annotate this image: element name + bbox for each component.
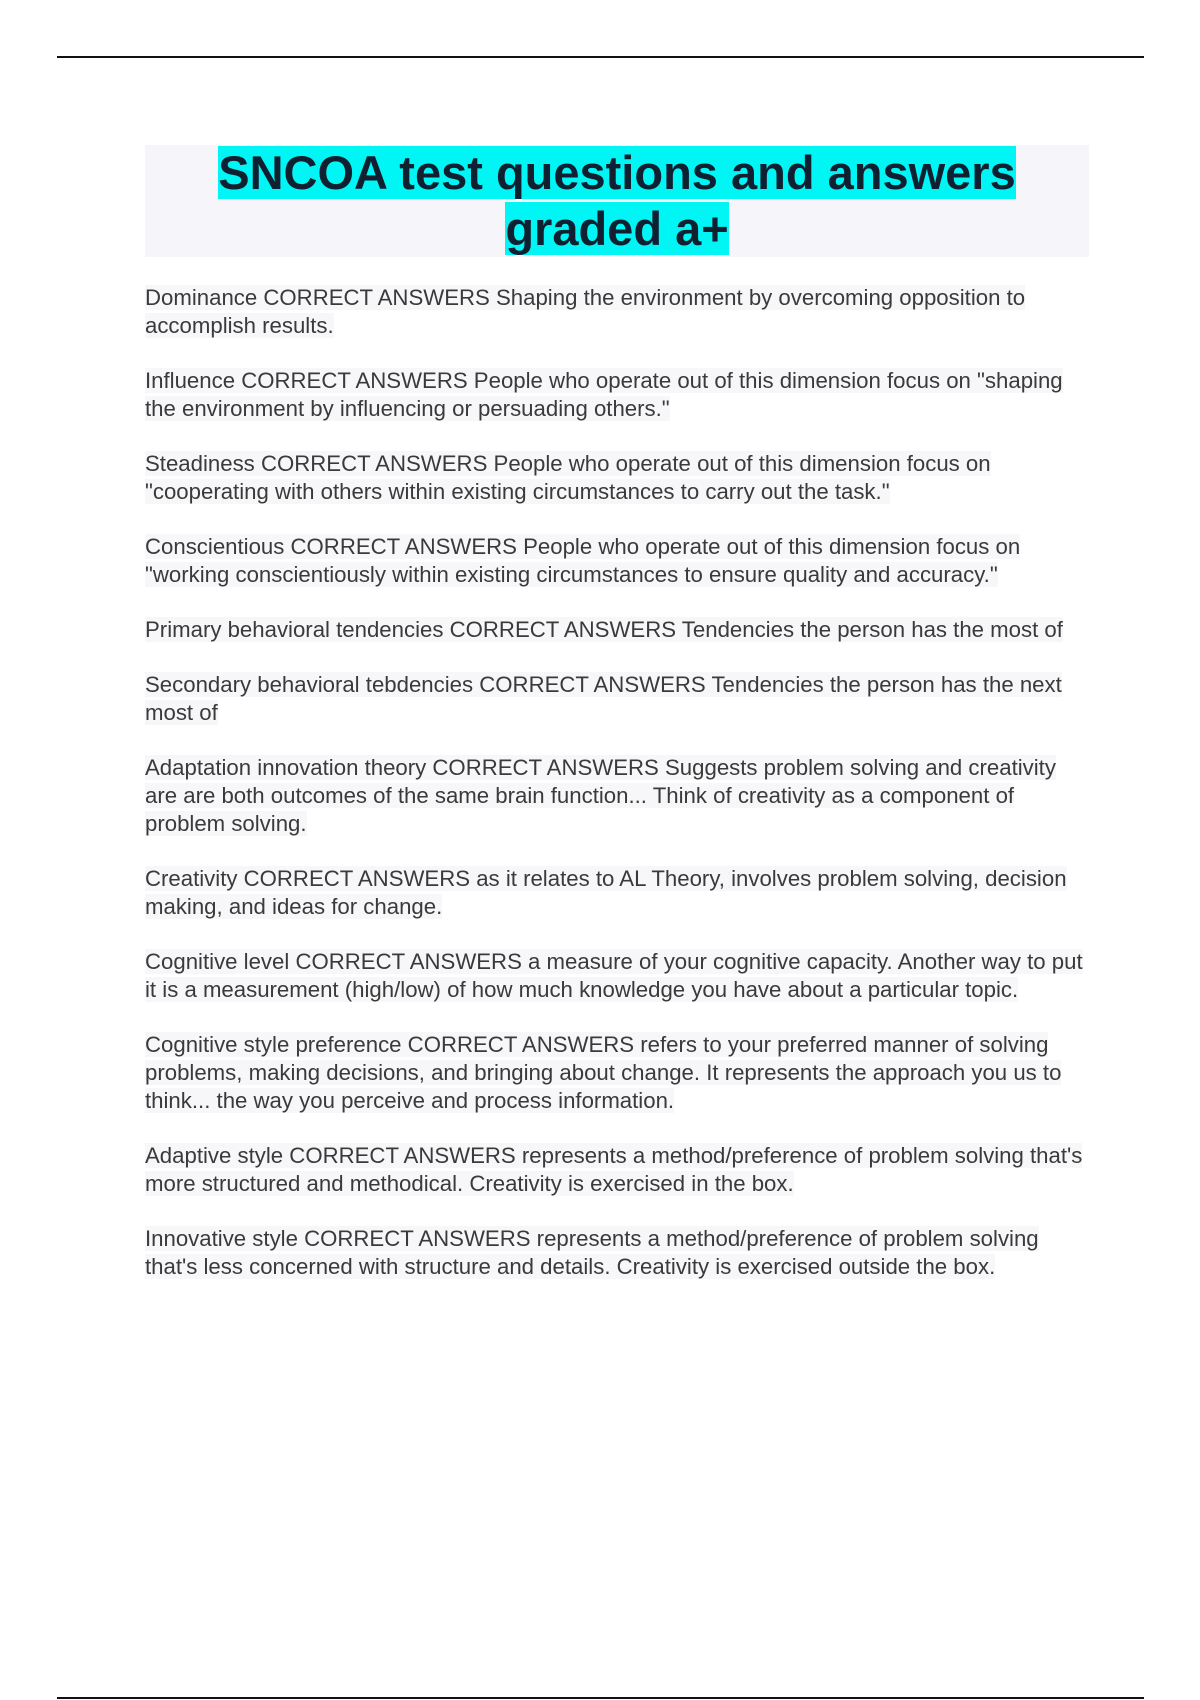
qa-entry: Dominance CORRECT ANSWERS Shaping the environment by overcoming opposition to accomplish results. (145, 285, 1026, 338)
title-block (145, 145, 1089, 257)
qa-list (145, 284, 1089, 1308)
qa-entry: Adaptation innovation theory CORRECT ANSWERS Suggests problem solving and creativity are are both outcomes of the same brain function... Think of creativity as a component of problem solving. (145, 755, 1056, 836)
qa-entry: Adaptive style CORRECT ANSWERS represents a method/preference of problem solving that's more structured and methodical. Creativity is exercised in the box. (145, 1143, 1083, 1196)
qa-entry: Influence CORRECT ANSWERS People who operate out of this dimension focus on "shaping the environment by influencing or persuading others." (145, 368, 1063, 421)
qa-entry: Creativity CORRECT ANSWERS as it relates to AL Theory, involves problem solving, decision making, and ideas for change. (145, 866, 1067, 919)
qa-entry: Cognitive style preference CORRECT ANSWERS refers to your preferred manner of solving problems, making decisions, and bringing about change. It represents the approach you us to think... the way you perceive and process information. (145, 1032, 1062, 1113)
qa-entry: Secondary behavioral tebdencies CORRECT ANSWERS Tendencies the person has the next most of (145, 672, 1062, 725)
bottom-rule (57, 1697, 1144, 1699)
qa-entry: Cognitive level CORRECT ANSWERS a measure of your cognitive capacity. Another way to put it is a measurement (high/low) of how much knowledge you have about a particular topic. (145, 949, 1083, 1002)
qa-entry: Primary behavioral tendencies CORRECT ANSWERS Tendencies the person has the most of (145, 617, 1063, 642)
top-rule (57, 56, 1144, 58)
qa-entry: Innovative style CORRECT ANSWERS represents a method/preference of problem solving that's less concerned with structure and details. Creativity is exercised outside the box. (145, 1226, 1039, 1279)
document-title (202, 145, 1032, 257)
qa-entry: Conscientious CORRECT ANSWERS People who operate out of this dimension focus on "working conscientiously within existing circumstances to ensure quality and accuracy." (145, 534, 1021, 587)
title-highlight: SNCOA test questions and answers graded a+ (218, 146, 1016, 255)
qa-entry: Steadiness CORRECT ANSWERS People who operate out of this dimension focus on "cooperating with others within existing circumstances to carry out the task." (145, 451, 991, 504)
